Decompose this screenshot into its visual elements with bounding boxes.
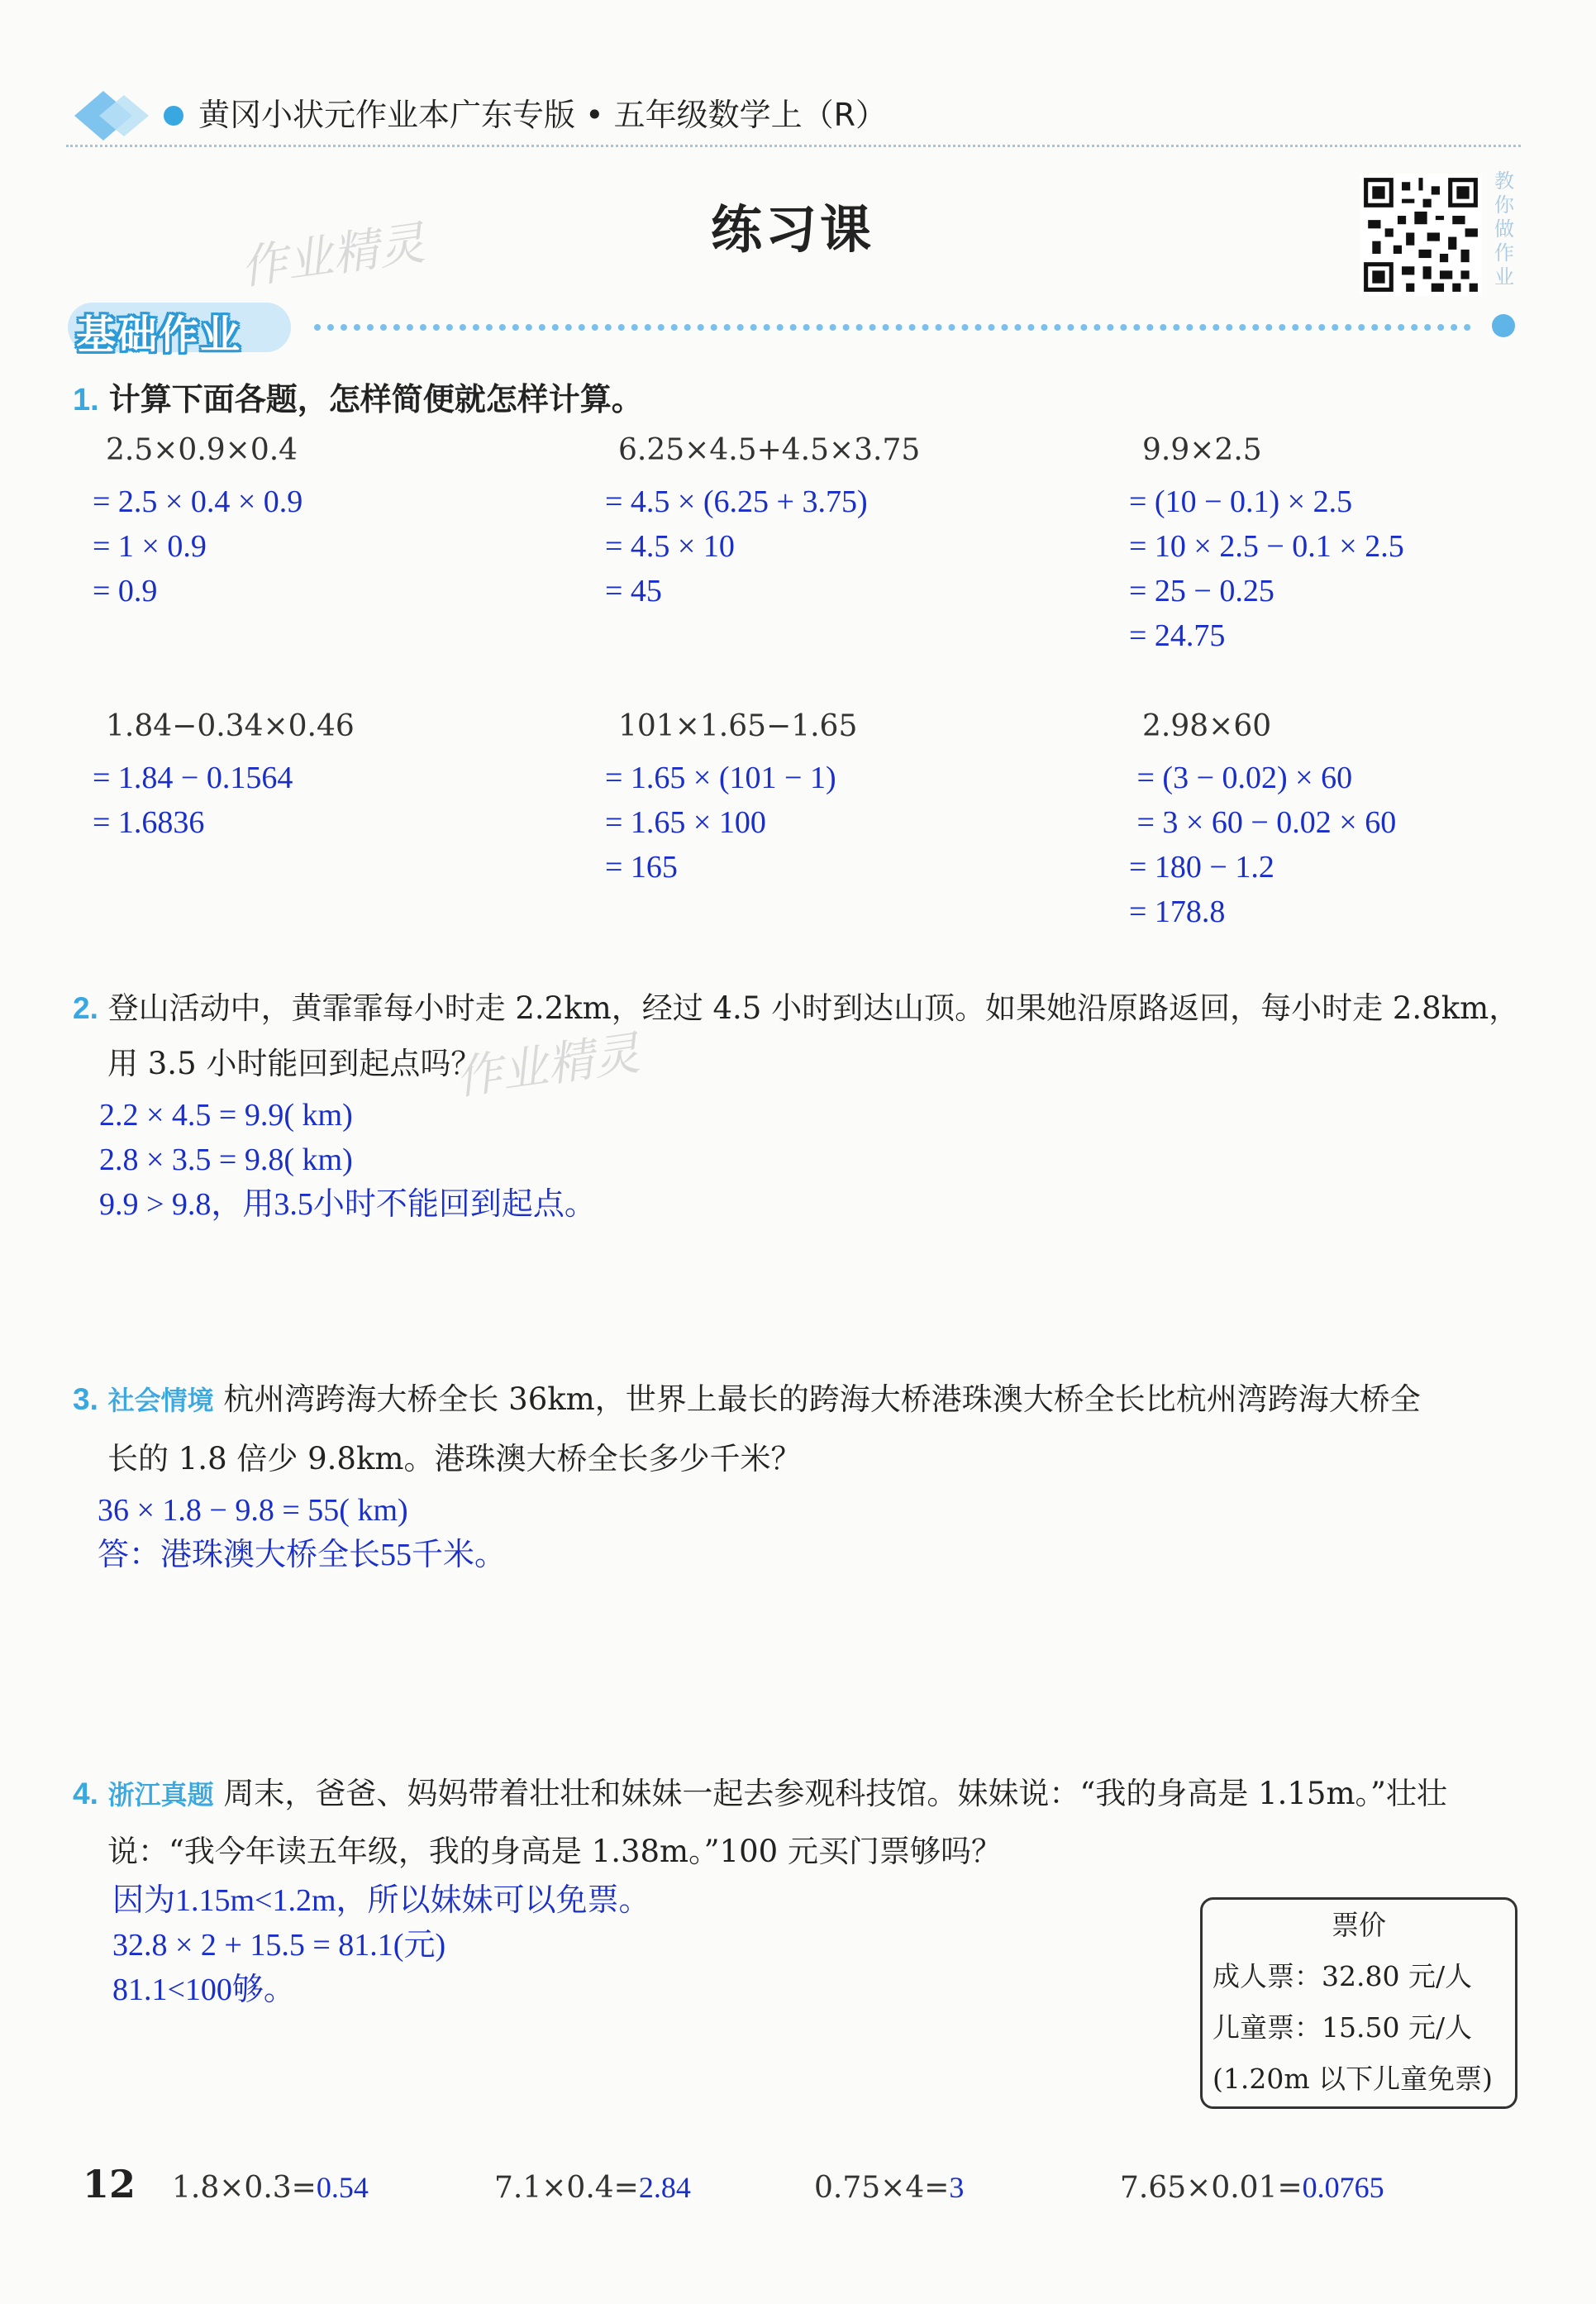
q1-problem-1-answer xyxy=(93,479,303,613)
qr-caption: 教 你 做 作 业 xyxy=(1494,169,1514,289)
q1-prompt-line xyxy=(73,370,643,429)
ticket-child: 儿童票：15.50 元/人 xyxy=(1212,2011,1473,2044)
drill-expr: 7.1×0.4= xyxy=(494,2171,639,2205)
section-dot xyxy=(1492,314,1515,337)
answer-step: = 1.65 × (101 − 1) xyxy=(605,761,836,795)
q4-text-line-1 xyxy=(73,1765,1447,1824)
answer-step: = 2.5 × 0.4 × 0.9 xyxy=(93,484,303,519)
book-title: 黄冈小状元作业本广东专版 • 五年级数学上（R） xyxy=(198,97,887,133)
answer-step: = 4.5 × 10 xyxy=(605,529,735,564)
q3-text-line-2: 长的 1.8 倍少 9.8km。港珠澳大桥全长多少千米？ xyxy=(107,1441,802,1476)
q4-text-line-2: 说：“我今年读五年级，我的身高是 1.38m。”100 元买门票够吗？ xyxy=(107,1834,1002,1869)
answer-step: = 1.65 × 100 xyxy=(605,805,766,840)
q2-text: 登山活动中，黄霏霏每小时走 2.2km，经过 4.5 小时到达山顶。如果她沿原路返回，每小时走 2.8km， xyxy=(107,990,1520,1026)
header-divider xyxy=(66,145,1521,147)
answer-step: = (10 − 0.1) × 2.5 xyxy=(1129,484,1353,519)
answer-line: 36 × 1.8 − 9.8 = 55( km) xyxy=(98,1493,408,1528)
drill-2 xyxy=(494,2170,691,2205)
q2-text-line-1 xyxy=(73,980,1519,1038)
drill-expr: 7.65×0.01= xyxy=(1120,2171,1303,2205)
q3-text-line-1 xyxy=(73,1371,1421,1429)
section-label: 基础作业 xyxy=(76,312,242,358)
q1-problem-6-answer xyxy=(1129,756,1396,934)
answer-line: 2.2 × 4.5 = 9.9( km) xyxy=(99,1098,353,1133)
ticket-price-box xyxy=(1200,1897,1517,2109)
answer-line: 81.1<100够。 xyxy=(112,1972,295,2007)
answer-step: = 165 xyxy=(605,850,678,885)
ticket-adult: 成人票：32.80 元/人 xyxy=(1212,1960,1473,1992)
q4-text: 周末，爸爸、妈妈带着壮壮和妹妹一起去参观科技馆。妹妹说：“我的身高是 1.15m。”壮壮 xyxy=(223,1776,1447,1811)
ticket-note: (1.20m 以下儿童免票) xyxy=(1212,2063,1494,2095)
section-dots xyxy=(314,324,1471,331)
drill-expr: 0.75×4= xyxy=(814,2171,950,2205)
ticket-title: 票价 xyxy=(1332,1909,1386,1941)
answer-step: = 25 − 0.25 xyxy=(1129,574,1274,608)
q4-number: 4. xyxy=(73,1777,98,1810)
drill-answer: 2.84 xyxy=(638,2171,691,2204)
q2-number: 2. xyxy=(73,991,98,1025)
drill-expr: 1.8×0.3= xyxy=(172,2171,317,2205)
q2-text-line-2: 用 3.5 小时能回到起点吗？ xyxy=(107,1046,482,1081)
page-number: 12 xyxy=(83,2162,136,2206)
answer-step: = 4.5 × (6.25 + 3.75) xyxy=(605,484,868,519)
answer-line: 因为1.15m<1.2m，所以妹妹可以免票。 xyxy=(112,1883,650,1918)
drill-answer: 0.0765 xyxy=(1302,2171,1384,2204)
answer-step: = 24.75 xyxy=(1129,618,1226,653)
q1-problem-3-expr: 9.9×2.5 xyxy=(1142,433,1262,467)
lesson-title: 练习课 xyxy=(711,199,875,260)
answer-step: = 45 xyxy=(605,574,662,608)
answer-step: = 0.9 xyxy=(93,574,158,608)
drill-4 xyxy=(1120,2170,1384,2205)
drill-answer: 0.54 xyxy=(316,2171,369,2204)
q1-problem-5-answer xyxy=(605,756,836,890)
answer-step: = 1.6836 xyxy=(93,805,205,840)
watermark: 作业精灵 xyxy=(237,216,429,296)
q3-text: 杭州湾跨海大桥全长 36km，世界上最长的跨海大桥港珠澳大桥全长比杭州湾跨海大桥全 xyxy=(223,1381,1421,1417)
q2-answer xyxy=(99,1093,596,1227)
q1-problem-3-answer xyxy=(1129,479,1404,658)
q1-problem-1-expr: 2.5×0.9×0.4 xyxy=(106,433,298,467)
q1-problem-6-expr: 2.98×60 xyxy=(1142,709,1272,743)
drill-answer: 3 xyxy=(949,2171,965,2204)
answer-step: = 3 × 60 − 0.02 × 60 xyxy=(1129,805,1397,840)
answer-step: = 1 × 0.9 xyxy=(93,529,207,564)
q3-answer xyxy=(98,1488,506,1577)
drill-3 xyxy=(814,2170,964,2205)
answer-line: 2.8 × 3.5 = 9.8( km) xyxy=(99,1142,353,1177)
q1-problem-4-answer xyxy=(93,756,293,845)
qr-code-icon[interactable] xyxy=(1360,174,1482,296)
q4-answer xyxy=(112,1878,650,2012)
answer-step: = 1.84 − 0.1564 xyxy=(93,761,293,795)
watermark: 作业精灵 xyxy=(452,1026,644,1106)
q1-problem-2-expr: 6.25×4.5+4.5×3.75 xyxy=(618,433,921,467)
q1-problem-5-expr: 101×1.65−1.65 xyxy=(618,709,858,743)
answer-line: 9.9 > 9.8，用3.5小时不能回到起点。 xyxy=(99,1187,596,1222)
answer-step: = 10 × 2.5 − 0.1 × 2.5 xyxy=(1129,529,1404,564)
q1-problem-2-answer xyxy=(605,479,868,613)
drill-1 xyxy=(172,2170,369,2205)
answer-step: = 180 − 1.2 xyxy=(1129,850,1274,885)
q1-number: 1. xyxy=(73,383,99,417)
answer-line: 答：港珠澳大桥全长55千米。 xyxy=(98,1538,507,1572)
answer-line: 32.8 × 2 + 15.5 = 81.1(元) xyxy=(112,1928,446,1963)
q3-number: 3. xyxy=(73,1382,98,1416)
q1-prompt: 计算下面各题，怎样简便就怎样计算。 xyxy=(108,381,643,417)
answer-step: = 178.8 xyxy=(1129,894,1226,929)
q1-problem-4-expr: 1.84−0.34×0.46 xyxy=(106,709,355,743)
answer-step: = (3 − 0.02) × 60 xyxy=(1129,761,1353,795)
q4-tag: 浙江真题 xyxy=(107,1779,214,1810)
q3-tag: 社会情境 xyxy=(107,1385,214,1416)
